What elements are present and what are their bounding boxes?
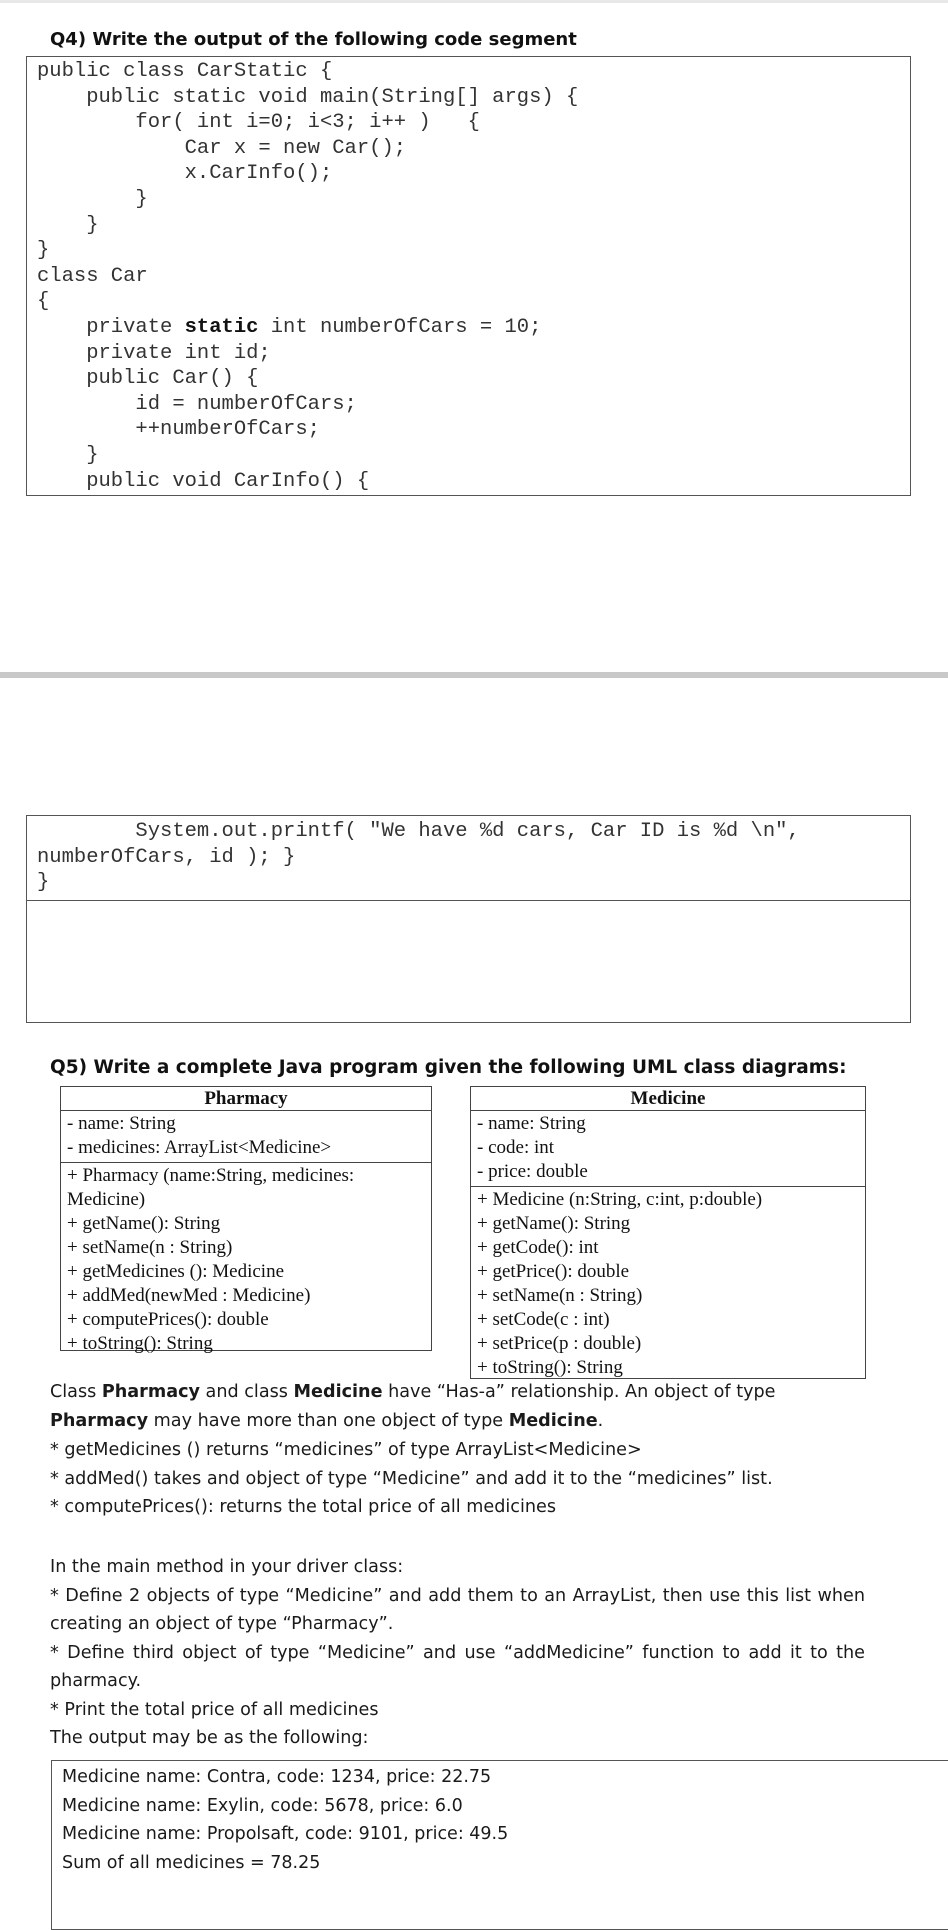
code-segment: public class CarStatic { public static void main(String[] args) { for( int i=0; i<3; i++ ) { Car x = new Car(); x.CarInfo(); } } } class Car { private static int numberOfCars = 10; private int id; public Car() { id = numberOfCars; ++numberOfCars; } public void CarInfo() { [37,60,579,493]
uml-method: + getPrice(): double [477,1261,630,1282]
note-item: * addMed() takes and object of type “Medicine” and add it to the “medicines” list. [50,1468,773,1489]
uml-attribute: - code: int [477,1137,555,1158]
page-separator [0,672,948,678]
code-box-q4 [26,56,911,496]
main-step: * Define 2 objects of type “Medicine” and add them to an ArrayList, then use this list when creating an object of type “Pharmacy”. [50,1585,865,1634]
uml-attribute: - name: String [477,1113,586,1134]
uml-medicine-methods [471,1187,865,1382]
uml-method: + Pharmacy (name:String, medicines: Medicine) [67,1165,355,1210]
main-step: * Define third object of type “Medicine” and use “addMedicine” function to add it to the pharmacy. [50,1642,865,1691]
sample-output-box [51,1760,948,1930]
uml-pharmacy [60,1086,432,1354]
uml-method: + getName(): String [67,1213,221,1234]
uml-pharmacy-name: Pharmacy [61,1087,431,1111]
uml-method: + toString(): String [67,1333,213,1354]
uml-method: + setPrice(p : double) [477,1333,642,1354]
main-step: * Print the total price of all medicines [50,1699,379,1720]
note-item: * getMedicines () returns “medicines” of type ArrayList<Medicine> [50,1440,642,1460]
uml-pharmacy-methods [61,1163,431,1358]
uml-method: + getMedicines (): Medicine [67,1261,285,1282]
uml-medicine [470,1086,866,1379]
main-intro: In the main method in your driver class: [50,1557,404,1577]
uml-method: + toString(): String [477,1357,623,1378]
uml-attribute: - medicines: ArrayList<Medicine> [67,1137,332,1158]
method-notes [50,1436,870,1522]
note-item: * computePrices(): returns the total price of all medicines [50,1497,556,1517]
uml-method: + setName(n : String) [67,1237,233,1258]
code-box-continued [26,815,911,901]
uml-method: + setName(n : String) [477,1285,643,1306]
uml-method: + computePrices(): double [67,1309,269,1330]
output-line: Medicine name: Exylin, code: 5678, price: 6.0 [62,1795,463,1816]
output-intro: The output may be as the following: [50,1728,369,1748]
output-line: Medicine name: Propolsaft, code: 9101, price: 49.5 [62,1824,509,1844]
answer-area [26,900,911,1023]
q4-title: Q4) Write the output of the following code segment [50,29,577,50]
uml-attribute: - name: String [67,1113,176,1134]
output-line: Medicine name: Contra, code: 1234, price: 22.75 [62,1767,492,1787]
output-line: Sum of all medicines = 78.25 [62,1852,321,1873]
q5-title: Q5) Write a complete Java program given the following UML class diagrams: [50,1057,847,1078]
uml-method: + getName(): String [477,1213,631,1234]
uml-medicine-attributes [471,1111,865,1187]
uml-method: + addMed(newMed : Medicine) [67,1285,311,1306]
uml-pharmacy-attributes [61,1111,431,1163]
relationship-text: Class Pharmacy and class Medicine have “Has-a” relationship. An object of type Pharmacy may have more than one object of type Medicine. [50,1382,776,1431]
main-instructions [50,1553,865,1753]
code-segment-continued: System.out.printf( "We have %d cars, Car ID is %d \n", numberOfCars, id ); } } [37,820,800,895]
uml-attribute: - price: double [477,1161,588,1182]
uml-method: + setCode(c : int) [477,1309,610,1330]
uml-method: + getCode(): int [477,1237,599,1258]
page-1 [0,0,948,675]
uml-medicine-name: Medicine [471,1087,865,1111]
uml-method: + Medicine (n:String, c:int, p:double) [477,1189,763,1210]
